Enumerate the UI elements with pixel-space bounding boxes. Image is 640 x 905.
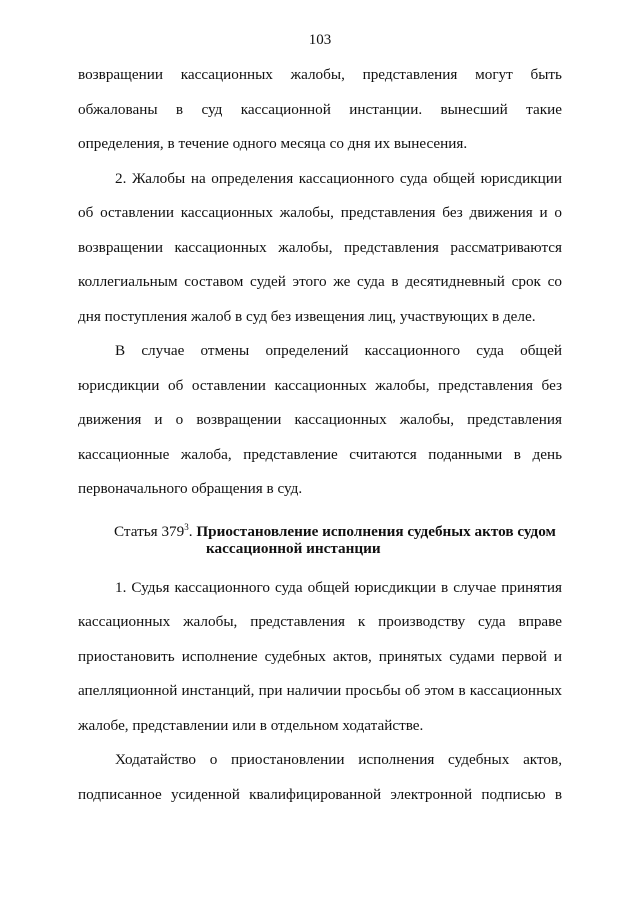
- article-number-superscript: 3: [184, 521, 189, 532]
- article-heading-line-1: Статья $379^3$. Приостановление исполнения судебных актов судом: [114, 521, 556, 540]
- paragraph-1-suspension: 1. Судья кассационного суда общей юрисдикции в случае принятия кассационных жалобы, представления к производству суда вправе приостановить исполнение судебных актов, принятых судами первой и апелляционной инстанций, при наличии просьбы об этом в кассационных жалобе, представлении или в отдельном ходатайстве.: [78, 578, 562, 734]
- document-body: [78, 58, 562, 812]
- article-heading: [78, 523, 562, 557]
- article-title-line-2: кассационной инстанции: [206, 539, 381, 557]
- paragraph-continuation: возвращении кассационных жалобы, представления могут быть обжалованы в суд кассационной инстанции. вынесший такие определения, в течение одного месяца со дня их вынесения.: [78, 66, 562, 152]
- paragraph-cancellation: В случае отмены определений кассационного суда общей юрисдикции об оставлении кассационных жалобы, представления без движения и о возвращении кассационных жалобы, представления кассационные жалоба, представление считаются поданными в день первоначального обращения в суд.: [78, 342, 562, 497]
- article-title-line-1: Приостановление исполнения судебных актов судом: [196, 522, 556, 540]
- page-number: 103: [308, 32, 332, 48]
- paragraph-motion: Ходатайство о приостановлении исполнения судебных актов, подписанное усиденной квалифицированной электронной подписью в: [78, 751, 562, 803]
- article-number: Статья 379: [114, 522, 185, 540]
- paragraph-2: 2. Жалобы на определения кассационного суда общей юрисдикции об оставлении кассационных жалобы, представления без движения и о возвращении кассационных жалобы, представления рассматриваются коллегиальным составом судей этого же суда в десятидневный срок со дня поступления жалоб в суд без извещения лиц, участвующих в деле.: [78, 169, 562, 325]
